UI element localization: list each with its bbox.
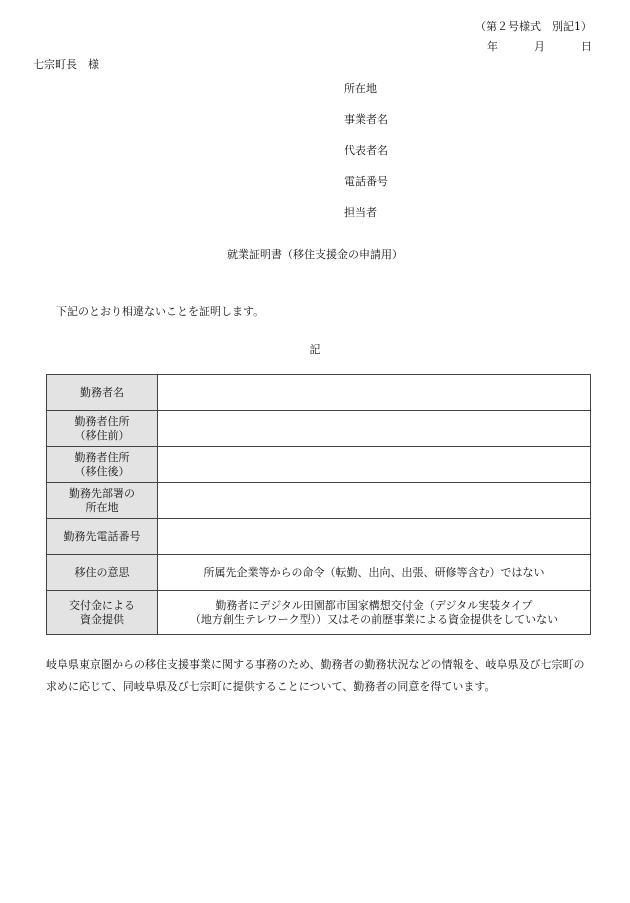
label-cell: 勤務者名: [47, 375, 158, 411]
address-before-field[interactable]: [158, 411, 591, 447]
sender-contact-label: 担当者: [344, 206, 377, 219]
certificate-table: [46, 374, 591, 635]
sender-address-label: 所在地: [344, 82, 377, 95]
form-number: （第２号様式 別記1）: [475, 20, 592, 33]
row-workplace-phone: [47, 519, 591, 555]
relocation-intent-value: 所属先企業等からの命令（転勤、出向、出張、研修等含む）ではない: [158, 555, 591, 591]
grant-funding-value: 勤務者にデジタル田園都市国家構想交付金（デジタル実装タイプ （地方創生テレワーク型））又はその前歴事業による資金提供をしていない: [158, 591, 591, 635]
date-day-label: 日: [581, 40, 592, 53]
label-cell: 勤務先電話番号: [47, 519, 158, 555]
document-title: 就業証明書（移住支援金の申請用）: [227, 248, 403, 261]
sender-company-label: 事業者名: [344, 113, 388, 126]
consent-statement: 岐阜県東京圏からの移住支援事業に関する事務のため、勤務者の勤務状況などの情報を、岐阜県及び七宗町の求めに応じて、同岐阜県及び七宗町に提供することについて、勤務者の同意を得ています。: [46, 658, 585, 693]
row-address-before: [47, 411, 591, 447]
department-location-field[interactable]: [158, 483, 591, 519]
worker-name-field[interactable]: [158, 375, 591, 411]
sender-phone-label: 電話番号: [344, 175, 388, 188]
label-cell: 勤務者住所 （移住前）: [47, 411, 158, 447]
label-cell: 移住の意思: [47, 555, 158, 591]
intro-text: 下記のとおり相違ないことを証明します。: [56, 305, 265, 318]
label-cell: 勤務先部署の 所在地: [47, 483, 158, 519]
sender-representative-label: 代表者名: [344, 144, 388, 157]
address-after-field[interactable]: [158, 447, 591, 483]
row-worker-name: [47, 375, 591, 411]
label-cell: 交付金による 資金提供: [47, 591, 158, 635]
row-relocation-intent: [47, 555, 591, 591]
row-grant-funding: [47, 591, 591, 635]
date-month-label: 月: [534, 40, 545, 53]
ki-heading: 記: [309, 343, 321, 356]
workplace-phone-field[interactable]: [158, 519, 591, 555]
row-address-after: [47, 447, 591, 483]
label-cell: 勤務者住所 （移住後）: [47, 447, 158, 483]
date-year-label: 年: [487, 40, 498, 53]
date-line: [487, 38, 592, 54]
row-department-location: [47, 483, 591, 519]
addressee: 七宗町長 様: [33, 58, 99, 71]
